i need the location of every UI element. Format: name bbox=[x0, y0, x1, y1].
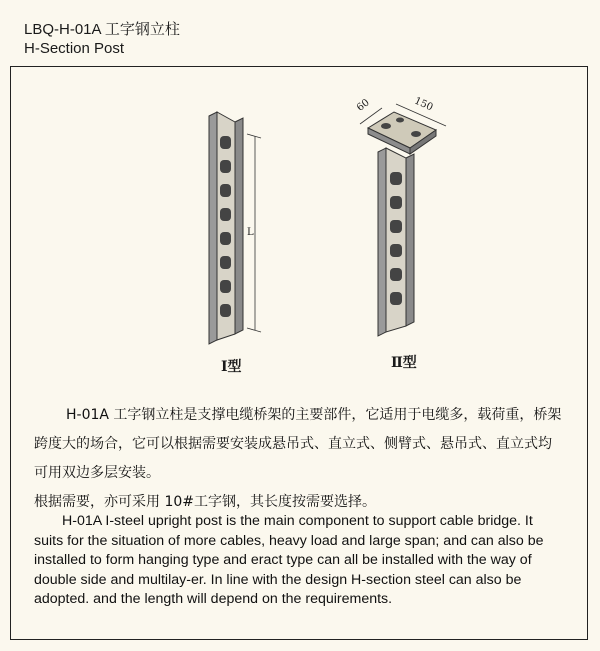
type2-caption: Ⅱ型 bbox=[391, 355, 417, 371]
product-subtitle: H-Section Post bbox=[24, 40, 125, 57]
type1-post-illustration bbox=[195, 108, 275, 348]
en-paragraph: H-01A I-steel upright post is the main component to support cable bridge. It suits for the situation of more cables, heavy load and large span; and can also be installed to form hanging type and eract type can all be installed with the way of double side and multilay-er. In line with the design H-section steel can also be adopted. and the length will depend on the requirements. bbox=[34, 513, 544, 607]
description-english bbox=[34, 512, 564, 610]
type2-post-illustration bbox=[352, 96, 462, 351]
type1-caption: Ⅰ型 bbox=[221, 359, 242, 375]
page-header bbox=[24, 20, 180, 58]
zh-paragraph-2: 根据需要，亦可采用 10#工字钢，其长度按需要选择。 bbox=[34, 494, 376, 510]
zh-paragraph-1: H-01A 工字钢立柱是支撑电缆桥架的主要部件，它适用于电缆多，载荷重，桥架跨度大的场合，它可以根据需要安装成悬吊式、直立式、侧臂式、悬吊式、直立式均可用双边多层安装。 bbox=[34, 407, 562, 481]
dim-150-label: 150 bbox=[412, 95, 435, 114]
length-label: L bbox=[247, 227, 254, 238]
description-chinese bbox=[34, 401, 564, 517]
dim-60-label: 60 bbox=[354, 97, 372, 114]
product-title: LBQ-H-01A 工字钢立柱 bbox=[24, 21, 180, 38]
